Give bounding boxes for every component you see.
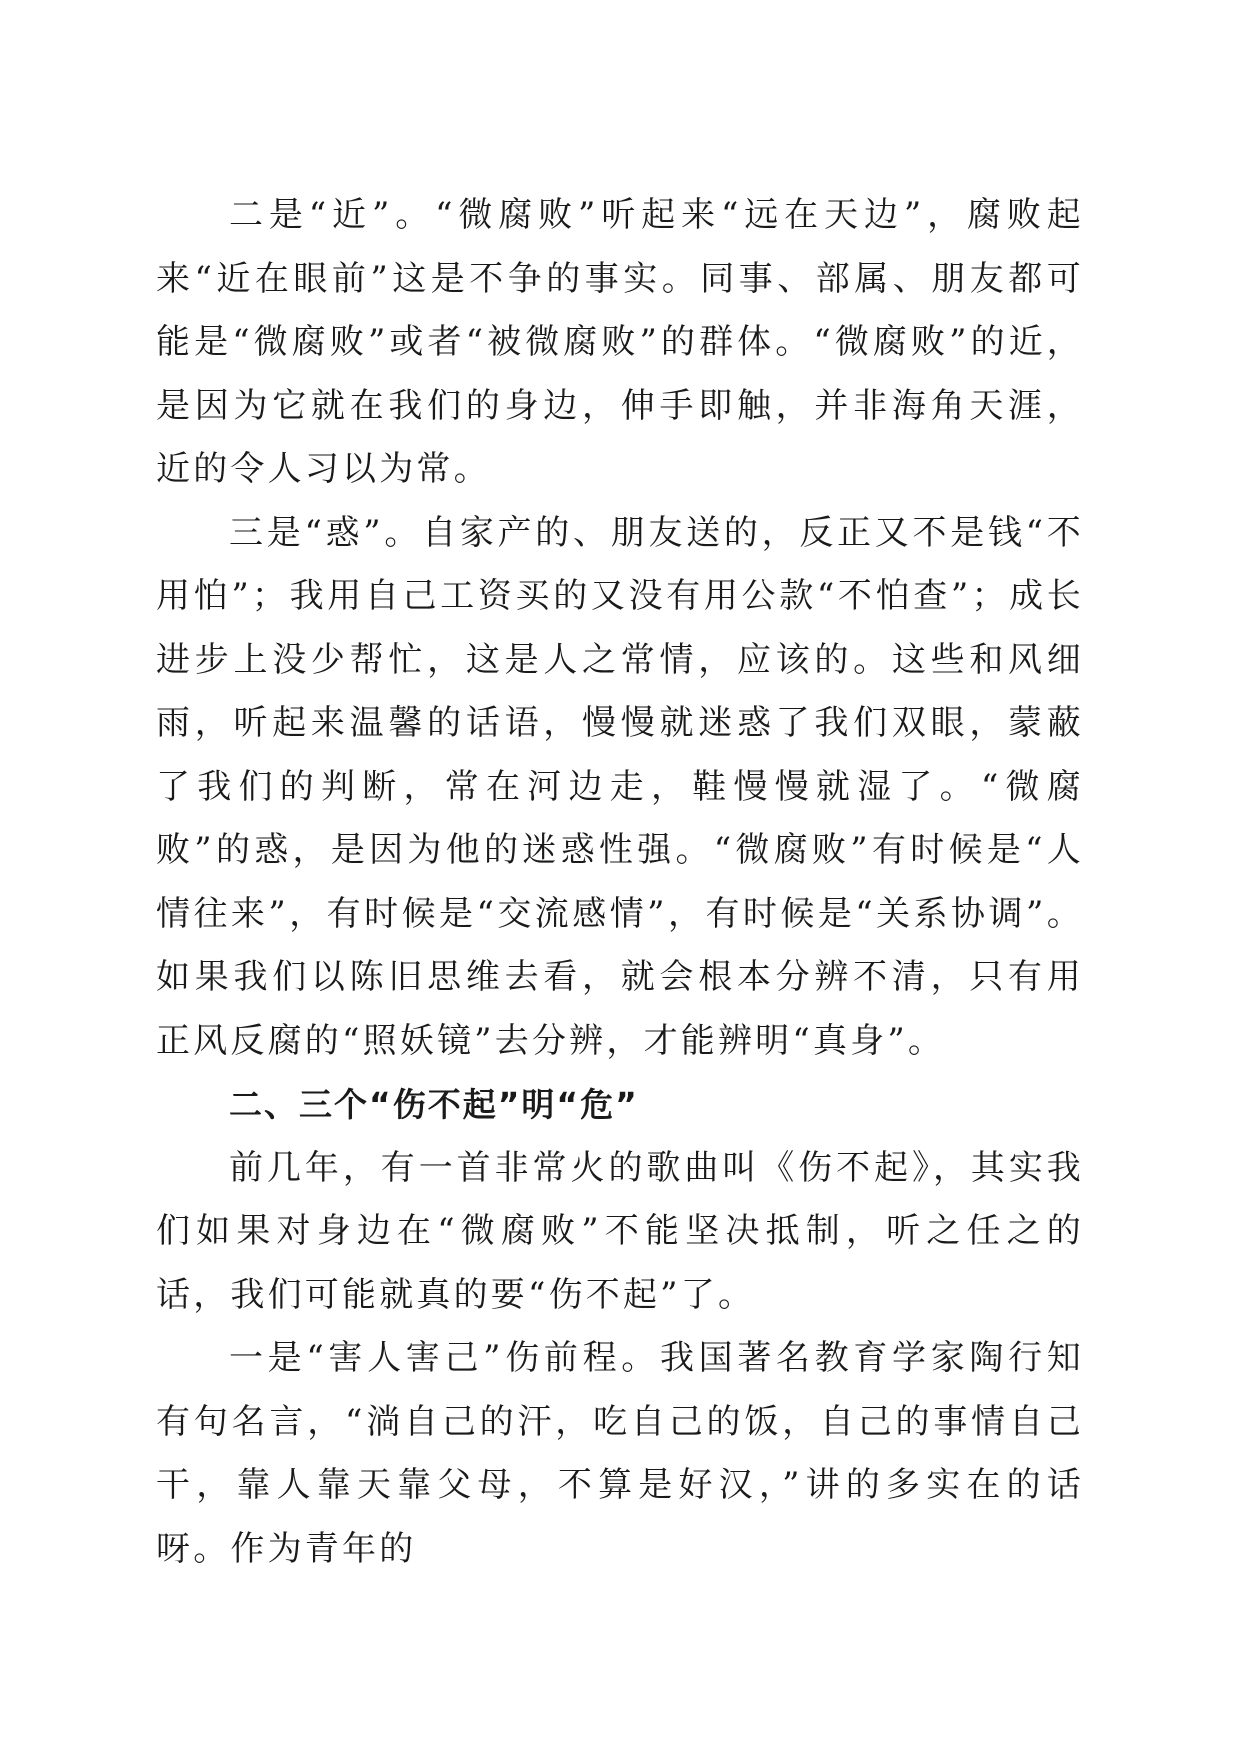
paragraph-near: 二是“近”。“微腐败”听起来“远在天边”，腐败起来“近在眼前”这是不争的事实。同事、部属、朋友都可能是“微腐败”或者“被微腐败”的群体。“微腐败”的近，是因为它就在我们的身边，伸手即触，并非海角天涯，近的令人习以为常。 — [156, 195, 1084, 489]
document-page — [156, 184, 1084, 1684]
paragraph-confusion: 三是“惑”。自家产的、朋友送的，反正又不是钱“不用怕”；我用自己工资买的又没有用公款“不怕查”；成长进步上没少帮忙，这是人之常情，应该的。这些和风细雨，听起来温馨的话语，慢慢就迷惑了我们双眼，蒙蔽了我们的判断，常在河边走，鞋慢慢就湿了。“微腐败”的惑，是因为他的迷惑性强。“微腐败”有时候是“人情往来”，有时候是“交流感情”，有时候是“关系协调”。如果我们以陈旧思维去看，就会根本分辨不清，只有用正风反腐的“照妖镜”去分辨，才能辨明“真身”。 — [156, 512, 1084, 1061]
paragraph-song-intro: 前几年，有一首非常火的歌曲叫《伤不起》，其实我们如果对身边在“微腐败”不能坚决抵制，听之任之的话，我们可能就真的要“伤不起”了。 — [156, 1147, 1084, 1315]
section-heading: 二、三个“伤不起”明“危” — [229, 1085, 639, 1124]
paragraph-harm-self: 一是“害人害己”伤前程。我国著名教育学家陶行知有句名言，“淌自己的汗，吃自己的饭，自己的事情自己干，靠人靠天靠父母，不算是好汉，”讲的多实在的话呀。作为青年的 — [156, 1338, 1084, 1569]
